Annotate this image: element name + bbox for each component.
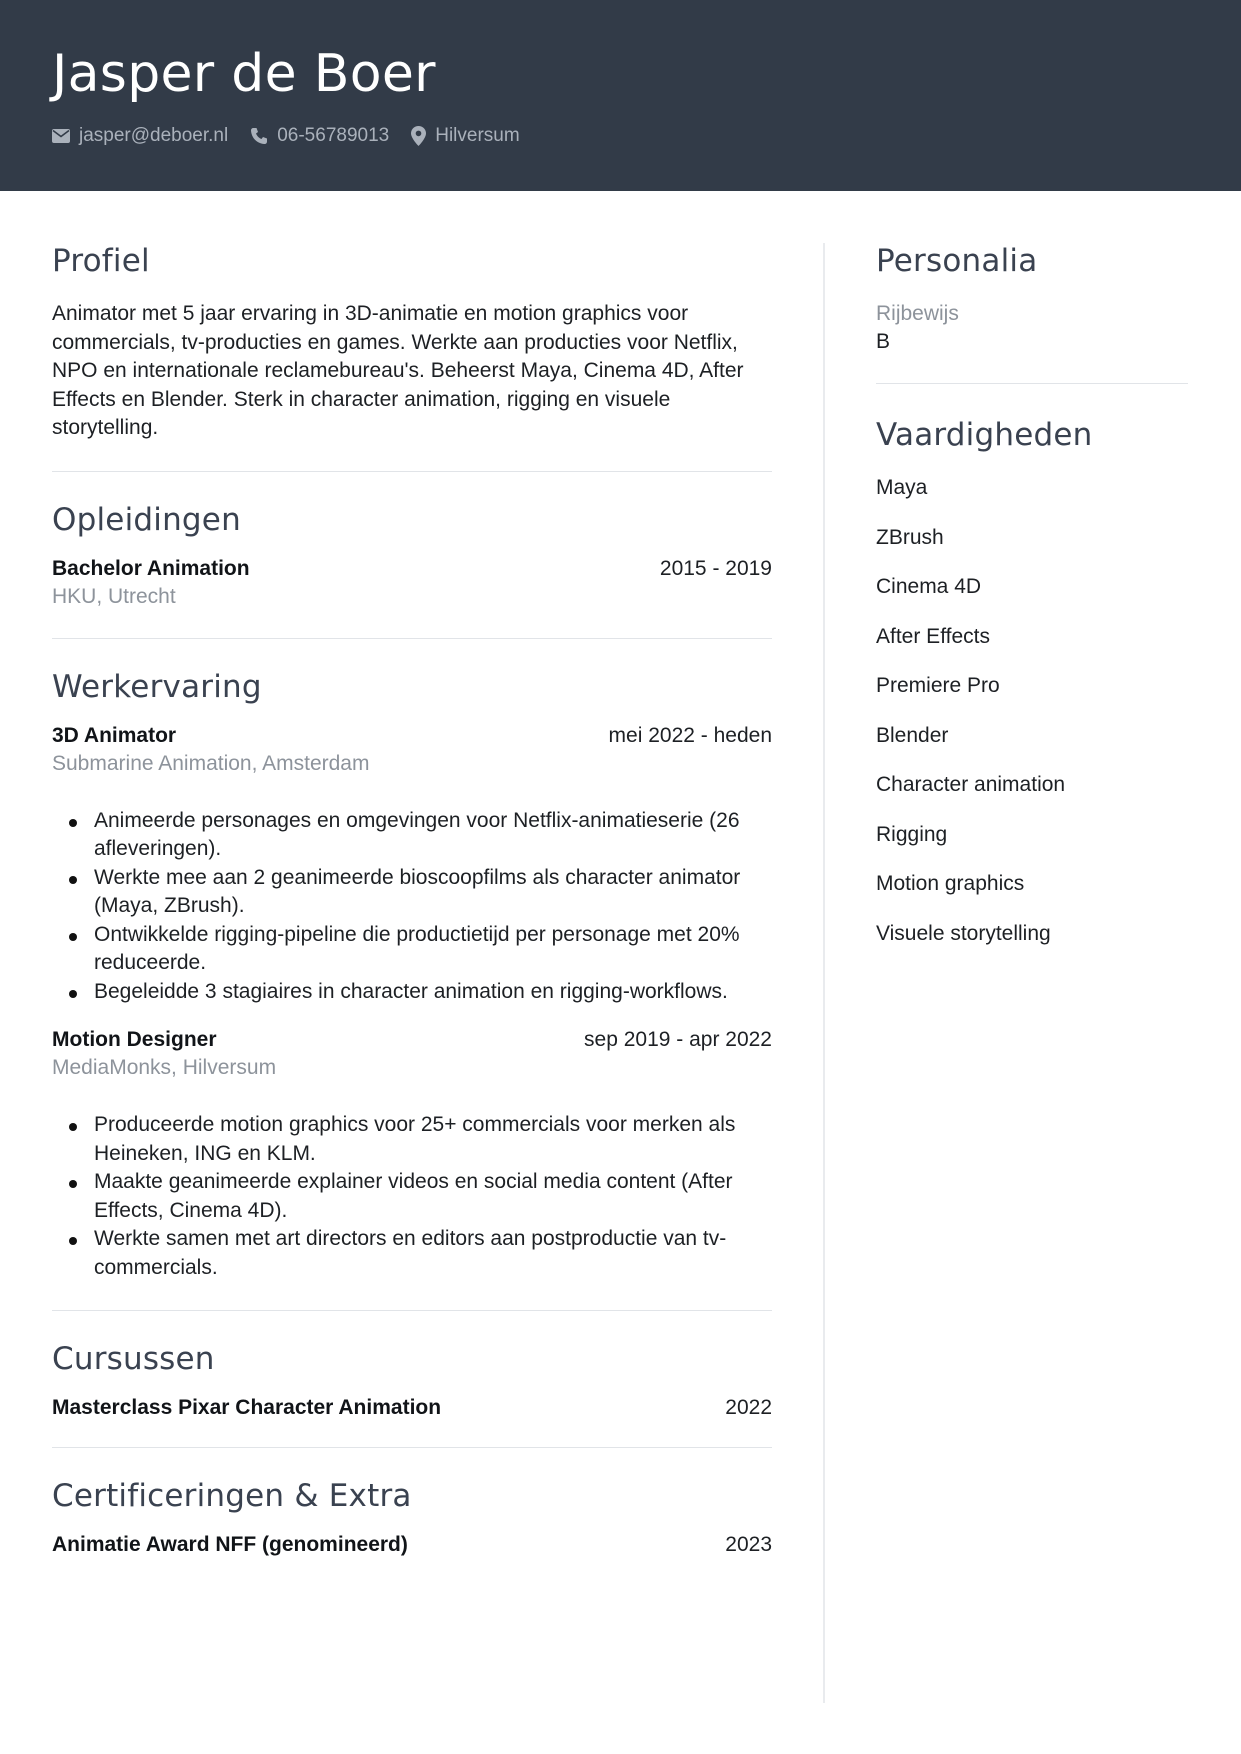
entry-title: Bachelor Animation xyxy=(52,556,250,580)
course-entry xyxy=(52,1394,772,1422)
skill-item: Rigging xyxy=(876,822,948,846)
section-divider xyxy=(876,383,1188,384)
list-item: Begeleidde 3 stagiaires in character animation en rigging-workflows. xyxy=(52,978,772,1007)
courses-section xyxy=(52,1338,772,1422)
contact-row xyxy=(52,122,542,150)
entry-header xyxy=(52,722,772,750)
personalia-section xyxy=(876,240,1188,356)
experience-entry xyxy=(52,722,772,1007)
certification-entry xyxy=(52,1531,772,1559)
section-divider xyxy=(52,638,772,639)
contact-email[interactable] xyxy=(52,125,228,147)
experience-section xyxy=(52,666,772,1283)
column-divider xyxy=(823,243,825,1703)
email-text: jasper@deboer.nl xyxy=(79,125,229,146)
entry-date: sep 2019 - apr 2022 xyxy=(584,1028,772,1052)
section-title-skills: Vaardigheden xyxy=(876,417,1093,453)
section-title-education: Opleidingen xyxy=(52,501,241,538)
section-divider xyxy=(52,1310,772,1311)
bullet-list xyxy=(52,807,772,1007)
skill-item: ZBrush xyxy=(876,525,944,549)
candidate-name: Jasper de Boer xyxy=(52,44,436,104)
entry-company: Submarine Animation, Amsterdam xyxy=(52,751,370,775)
location-text: Hilversum xyxy=(435,125,520,146)
list-item: Maakte geanimeerde explainer videos en social media content (After Effects, Cinema 4D). xyxy=(52,1168,772,1225)
skill-item: Premiere Pro xyxy=(876,674,1000,697)
envelope-icon xyxy=(52,129,70,143)
education-section xyxy=(52,499,772,611)
skill-item: Blender xyxy=(876,723,949,747)
list-item: Werkte mee aan 2 geanimeerde bioscoopfilms als character animator (Maya, ZBrush). xyxy=(52,864,772,921)
skills-list xyxy=(876,474,1188,948)
resume-header xyxy=(0,0,1241,191)
entry-title: Animatie Award NFF (genomineerd) xyxy=(52,1533,408,1557)
list-item: Ontwikkelde rigging-pipeline die productietijd per personage met 20% reduceerde. xyxy=(52,921,772,978)
list-item: Werkte samen met art directors en editors aan postproductie van tv-commercials. xyxy=(52,1225,772,1282)
skill-item: Visuele storytelling xyxy=(876,921,1051,945)
main-column xyxy=(52,240,772,1559)
education-entry xyxy=(52,555,772,611)
entry-date: 2023 xyxy=(725,1533,772,1557)
map-pin-icon xyxy=(411,126,426,146)
skill-item: Cinema 4D xyxy=(876,575,982,598)
list-item: Animeerde personages en omgevingen voor Netflix-animatieserie (26 afleveringen). xyxy=(52,807,772,864)
skill-item: Maya xyxy=(876,476,928,499)
entry-institution: HKU, Utrecht xyxy=(52,584,176,608)
profile-text: Animator met 5 jaar ervaring in 3D-animatie en motion graphics voor commercials, tv-producties en games. Werkte aan producties voor Netflix, NPO en internationale reclamebureau's. Beheerst Maya, Cinema 4D, After Effects en Blender. Sterk in character animation, rigging en visuele storytelling. xyxy=(52,302,744,440)
experience-entry xyxy=(52,1026,772,1282)
entry-date: 2015 - 2019 xyxy=(659,556,772,580)
profile-section xyxy=(52,240,772,443)
entry-company: MediaMonks, Hilversum xyxy=(52,1056,277,1080)
contact-phone[interactable] xyxy=(250,125,389,147)
skill-item: Character animation xyxy=(876,773,1066,796)
section-title-certifications: Certificeringen & Extra xyxy=(52,1478,412,1515)
entry-date: mei 2022 - heden xyxy=(608,723,772,747)
skill-item: After Effects xyxy=(876,624,990,648)
phone-icon xyxy=(250,127,268,145)
certifications-section xyxy=(52,1475,772,1559)
phone-text: 06-56789013 xyxy=(277,125,390,146)
skill-item: Motion graphics xyxy=(876,872,1025,895)
section-title-personalia: Personalia xyxy=(876,243,1038,279)
entry-header xyxy=(52,555,772,583)
sidebar xyxy=(876,240,1188,969)
bullet-list xyxy=(52,1111,772,1282)
contact-location xyxy=(411,125,519,147)
entry-title: 3D Animator xyxy=(52,723,177,747)
entry-title: Masterclass Pixar Character Animation xyxy=(52,1396,442,1420)
section-title-courses: Cursussen xyxy=(52,1341,215,1378)
section-divider xyxy=(52,1447,772,1448)
list-item: Produceerde motion graphics voor 25+ commercials voor merken als Heineken, ING en KLM. xyxy=(52,1111,772,1168)
personalia-value: B xyxy=(876,330,891,353)
entry-title: Motion Designer xyxy=(52,1028,217,1052)
section-title-profile: Profiel xyxy=(52,243,150,279)
section-title-experience: Werkervaring xyxy=(52,668,262,705)
section-divider xyxy=(52,471,772,472)
skills-section xyxy=(876,414,1188,948)
personalia-label: Rijbewijs xyxy=(876,302,959,325)
entry-date: 2022 xyxy=(725,1396,772,1420)
entry-header xyxy=(52,1026,772,1054)
